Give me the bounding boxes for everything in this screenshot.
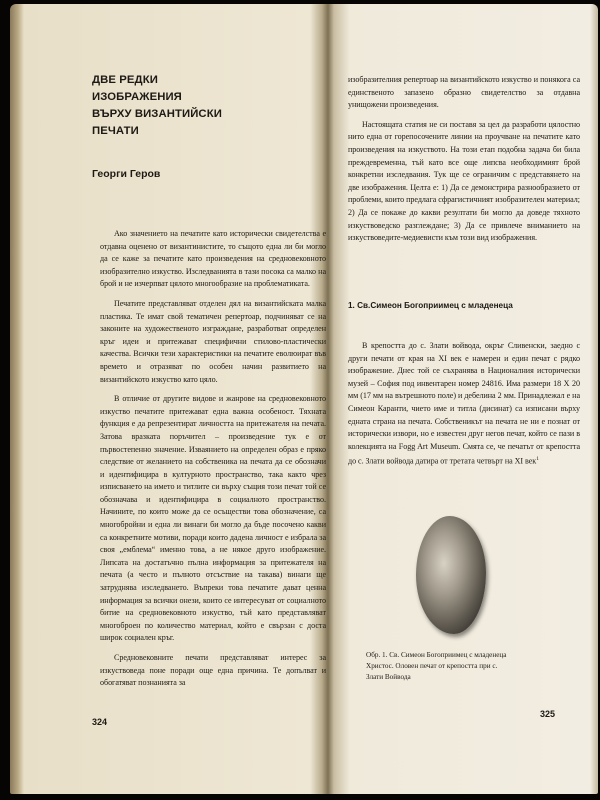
open-book <box>10 4 598 794</box>
figure-caption: Обр. 1. Св. Симеон Богоприимец с младенеца Христос. Оловен печат от крепостта при с. Злати Войвода <box>366 651 507 681</box>
title-line: ИЗОБРАЖЕНИЯ <box>92 91 182 103</box>
title-line: ДВЕ РЕДКИ <box>92 74 158 86</box>
paragraph <box>348 340 580 469</box>
section-heading: 1. Св.Симеон Богоприимец с младенеца <box>348 301 513 310</box>
paragraph: Настоящата статия не си поставя за цел да разработи цялостно нито една от горепосочените линии на проучване на печатите като произведения на изкуството. На този етап подобна задача би била преждевременна, тъй като все още липсва необходимият брой конкретни изследвания. Тук ще се ограничим с представянето на две изображения. Целта е: 1) Да се демонстрира разнообразието от проблеми, които предлага сфрагистичният изобразителен материал; 2) Да се покаже до какви резултати би могло да доведе тяхното изкуствоведско разглеждане; 3) Да се привлече вниманието на изкуствоведите-медиевисти към този вид изображения. <box>348 119 580 243</box>
lead-seal-image <box>416 516 486 634</box>
left-body-text <box>100 228 326 697</box>
page-number-right: 325 <box>540 709 556 719</box>
paragraph: Печатите представляват отделен дял на византийската малка пластика. Те имат свой тематичен репертоар, подчиняват се на законите на художественото изграждане, разработват определен кръг идеи и притежават специфични стилово-пластически качества. Всички тези характеристики на печатите еволюират във времето и отразяват по особен начин развитието на византийското изкуство като цяло. <box>100 298 326 384</box>
author-name: Георги Геров <box>92 168 161 180</box>
page-number-left: 324 <box>92 717 108 727</box>
title-line: ВЪРХУ ВИЗАНТИЙСКИ <box>92 108 222 120</box>
paragraph: Ако значението на печатите като исторически свидетелства е отдавна оценено от византинистите, то същото една ли би могло да се каже за печатите като произведения на средновековното изобразително изкуство. Изследванията в тази посока са малко на брой и не изчерпват цялото многообразие на проблематиката. <box>100 229 326 289</box>
paragraph: Средновековните печати представляват интерес за изкуствоведа поне поради още една причина. Те допълват и обогатяват познанията за <box>100 653 326 688</box>
seal-photo <box>416 516 486 634</box>
paragraph-text: В крепостта до с. Злати войвода, окръг Сливенски, заедно с други печати от края на XI век е намерен и един печат с рядко изображение. Днес той се съхранява в Националния исторически музей – София под инвентарен номер 24816. Има размери 18 Х 20 мм (17 мм на вътрешното поле) и дебелина 2 мм. Принадлежал е на Симеон Каранти, чието име и титла (дисинат) са изписани върху едната страна на печата. Собственикът на печата не ни е познат от исторически извори, но е известен друг негов печат, който се пази в колекцията на Fogg Art Museum. Смята се, че печатът от крепостта до с. Злати войвода датира от третата четвърт на XI век <box>348 341 580 467</box>
paragraph: изобразителния репертоар на византийското изкуство и понякога са единственото запазено образно свидетелство за отдавна унищожени произведения. <box>348 75 580 110</box>
right-page <box>334 4 590 794</box>
article-title <box>92 72 292 140</box>
left-page <box>24 4 326 794</box>
title-line: ПЕЧАТИ <box>92 125 139 137</box>
footnote-mark: 1 <box>536 456 539 463</box>
paragraph: В отличие от другите видове и жанрове на средновековното изкуство печатите притежават една важна особеност. Тяхната функция е да репрезентират личността на притежателя на печата. Затова вразката поръчител – произведение тук е от първостепенно значение. Изваянието на определен образ е пряко следствие от желанието на собственика на печата да се обозначи и идентифицира в културното пространство, така както чрез изписването на името и титлите си върху същия този печат той се обозначава и идентифицира в социалното пространство. Начините, по които може да се осъществи това обозначение, са многобройни и една ли винаги би могло да бъде посочено какви са конкретните мотиви, поради които дадена личност е избрала за своя „емблема“ именно това, а не някое друго изображение. Липсата на достатъчно пълна информация за притежателя на печата (а често и пълното отсъствие на такава) винаги ще затруднява изследването. Въпреки това печатите дават ценна информация за всички онези, които се интересуват от социалното битие на средновековното изкуство, тъй като представляват многоброен по количество материал, който е свързан с доста широк социален кръг. <box>100 394 326 643</box>
right-body-text <box>348 74 580 252</box>
section-body-text <box>348 340 580 476</box>
